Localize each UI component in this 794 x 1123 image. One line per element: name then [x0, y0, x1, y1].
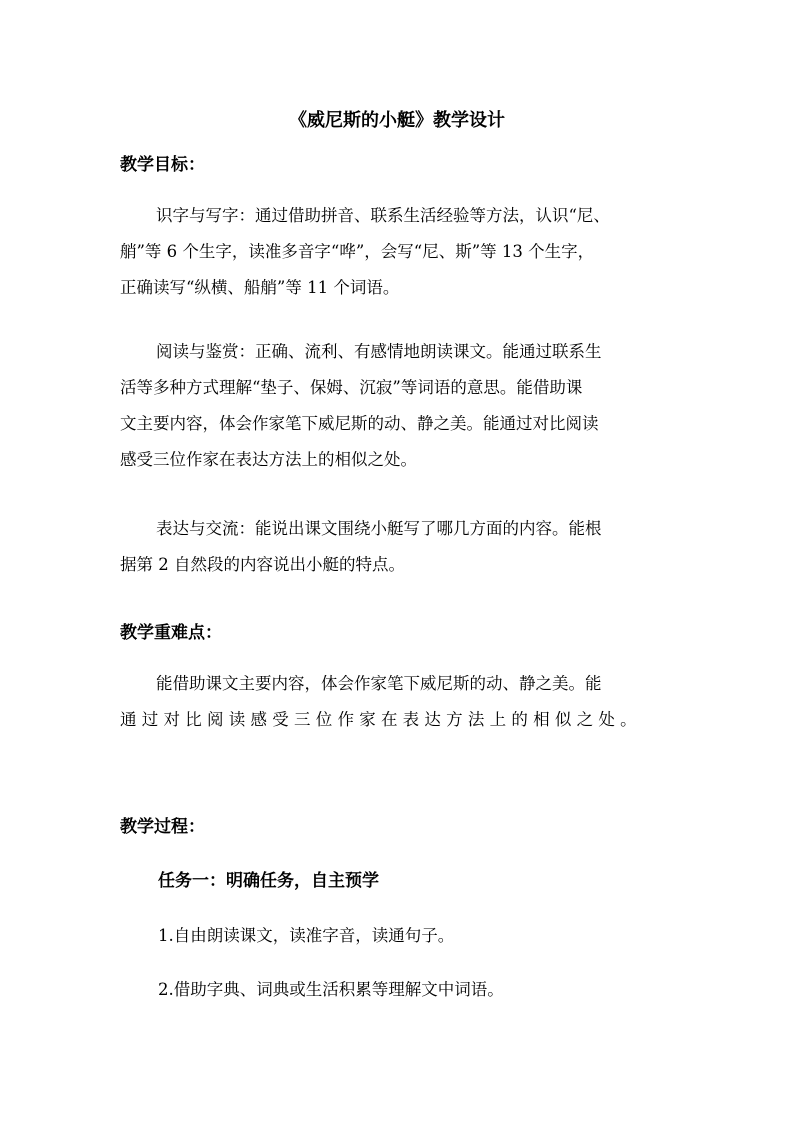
goal-literacy-paragraph [120, 198, 680, 306]
step-one-item: 1.自由朗读课文，读准字音，读通句子。 [158, 926, 455, 945]
paragraph-line: 感受三位作家在表达方法上的相似之处。 [120, 450, 417, 469]
paragraph-line: 据第 2 自然段的内容说出小艇的特点。 [120, 555, 405, 574]
step-two-item: 2.借助字典、词典或生活积累等理解文中词语。 [158, 980, 504, 999]
key-points-paragraph [120, 666, 680, 738]
goal-expression-paragraph [120, 511, 680, 583]
paragraph-line: 通 过 对 比 阅 读 感 受 三 位 作 家 在 表 达 方 法 上 的 相 似 之 处 。 [120, 710, 637, 729]
paragraph-line: 能借助课文主要内容，体会作家笔下威尼斯的动、静之美。能 [156, 674, 602, 693]
key-points-heading: 教学重难点： [120, 623, 222, 643]
paragraph-line: 艄”等 6 个生字，读准多音字“哗”，会写“尼、斯”等 13 个生字， [120, 242, 595, 261]
document-title: 《威尼斯的小艇》教学设计 [289, 110, 505, 131]
paragraph-line: 阅读与鉴赏：正确、流利、有感情地朗读课文。能通过联系生 [156, 342, 602, 361]
process-heading: 教学过程： [120, 817, 205, 837]
paragraph-line: 识字与写字：通过借助拼音、联系生活经验等方法，认识“尼、 [156, 206, 610, 225]
paragraph-line: 活等多种方式理解“垫子、保姆、沉寂”等词语的意思。能借助课 [120, 378, 583, 397]
task-one-heading: 任务一：明确任务，自主预学 [158, 871, 379, 891]
paragraph-line: 表达与交流：能说出课文围绕小艇写了哪几方面的内容。能根 [156, 519, 602, 538]
goals-heading: 教学目标： [120, 155, 205, 175]
paragraph-line: 文主要内容，体会作家笔下威尼斯的动、静之美。能通过对比阅读 [120, 414, 599, 433]
goal-reading-paragraph [120, 334, 680, 478]
paragraph-line: 正确读写“纵横、船艄”等 11 个词语。 [120, 278, 400, 297]
